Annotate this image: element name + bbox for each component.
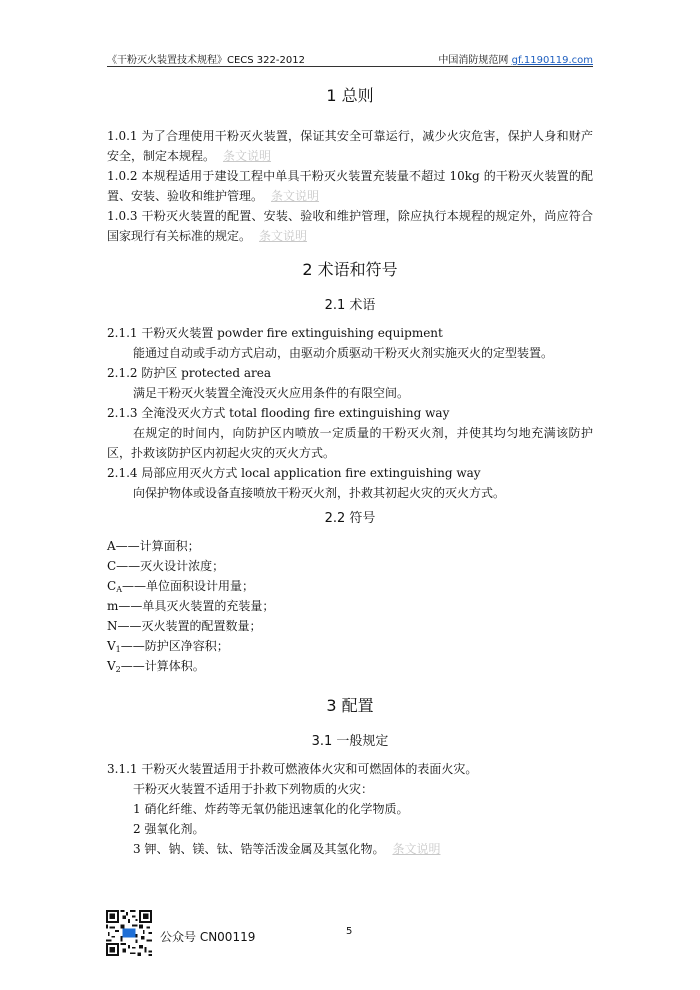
symbol-meaning: ——防护区净容积； (120, 639, 229, 653)
term-2-1-1-heading: 2.1.1 干粉灭火装置 powder fire extinguishing equipment (107, 326, 443, 340)
symbol-letter: V (107, 659, 116, 673)
header-site (438, 51, 593, 66)
clause-1-0-2 (107, 166, 593, 206)
clause-3-1-1: 3.1.1 干粉灭火装置适用于扑救可燃液体火灾和可燃固体的表面火灾。 (107, 762, 478, 776)
header-document-title: 《干粉灭火装置技术规程》CECS 322-2012 (107, 55, 305, 66)
symbol-subscript: A (116, 585, 122, 594)
symbol-letter: V (107, 639, 116, 653)
section-2-1-title: 2.1 术语 (324, 298, 376, 313)
page-number: 5 (346, 926, 353, 937)
symbol-v1 (107, 636, 593, 656)
symbol-ca (107, 576, 593, 596)
clause-3-1-1-exclusions: 干粉灭火装置不适用于扑救下列物质的火灾： (133, 782, 374, 796)
chapter-1-title: 1 总则 (326, 86, 374, 105)
clause-text: 1.0.2 本规程适用于建设工程中单具干粉灭火装置充装量不超过 10kg 的干粉灭火装置的配置、安装、验收和维护管理。 (107, 169, 593, 203)
chapter-3-title: 3 配置 (326, 696, 374, 715)
symbol-meaning: ——单位面积设计用量； (121, 579, 254, 593)
exclusion-item-3 (107, 839, 593, 859)
symbol-n: N——灭火装置的配置数量； (107, 619, 262, 633)
symbol-letter: C (107, 579, 117, 593)
clause-explanation-link[interactable]: 条文说明 (223, 149, 272, 163)
header-site-name: 中国消防规范网 (438, 55, 512, 66)
clause-explanation-link[interactable]: 条文说明 (392, 842, 441, 856)
section-2-2-title: 2.2 符号 (324, 511, 376, 526)
symbol-meaning: ——计算体积。 (120, 659, 205, 673)
qr-code-icon[interactable] (106, 910, 152, 956)
symbol-c: C——灭火设计浓度； (107, 559, 225, 573)
symbol-v2 (107, 656, 593, 676)
term-2-1-3-heading: 2.1.3 全淹没灭火方式 total flooding fire extinguishing way (107, 406, 450, 420)
term-2-1-2-definition: 满足干粉灭火装置全淹没灭火应用条件的有限空间。 (133, 386, 410, 400)
chapter-2-title: 2 术语和符号 (302, 260, 398, 279)
term-2-1-4-definition: 向保护物体或设备直接喷放干粉灭火剂，扑救其初起火灾的灭火方式。 (133, 486, 506, 500)
clause-1-0-3 (107, 206, 593, 246)
wechat-account-label: 公众号 CN00119 (160, 930, 256, 944)
section-3-1-title: 3.1 一般规定 (311, 734, 389, 749)
exclusion-item-1: 1 硝化纤维、炸药等无氧仍能迅速氧化的化学物质。 (133, 802, 409, 816)
clause-explanation-link[interactable]: 条文说明 (259, 229, 308, 243)
symbol-a: A——计算面积； (107, 539, 200, 553)
term-2-1-3-definition: 在规定的时间内，向防护区内喷放一定质量的干粉灭火剂，并使其均匀地充满该防护区，扑救该防护区内初起火灾的灭火方式。 (107, 426, 593, 460)
running-header (107, 50, 593, 67)
header-site-link[interactable]: gf.1190119.com (511, 55, 593, 66)
clause-explanation-link[interactable]: 条文说明 (271, 189, 320, 203)
term-2-1-2-heading: 2.1.2 防护区 protected area (107, 366, 272, 380)
item-text: 3 钾、钠、镁、钛、锆等活泼金属及其氢化物。 (133, 842, 385, 856)
page-body (107, 85, 593, 859)
clause-text: 1.0.1 为了合理使用干粉灭火装置，保证其安全可靠运行，减少火灾危害，保护人身和财产安全，制定本规程。 (107, 129, 593, 163)
exclusion-item-2: 2 强氧化剂。 (133, 822, 205, 836)
clause-text: 1.0.3 干粉灭火装置的配置、安装、验收和维护管理，除应执行本规程的规定外，尚应符合国家现行有关标准的规定。 (107, 209, 593, 243)
clause-1-0-1 (107, 126, 593, 166)
symbol-subscript: 1 (115, 645, 121, 654)
symbol-subscript: 2 (115, 665, 121, 674)
term-2-1-1-definition: 能通过自动或手动方式启动，由驱动介质驱动干粉灭火剂实施灭火的定型装置。 (133, 346, 554, 360)
symbol-m: m——单具灭火装置的充装量； (107, 599, 275, 613)
term-2-1-4-heading: 2.1.4 局部应用灭火方式 local application fire extinguishing way (107, 466, 481, 480)
